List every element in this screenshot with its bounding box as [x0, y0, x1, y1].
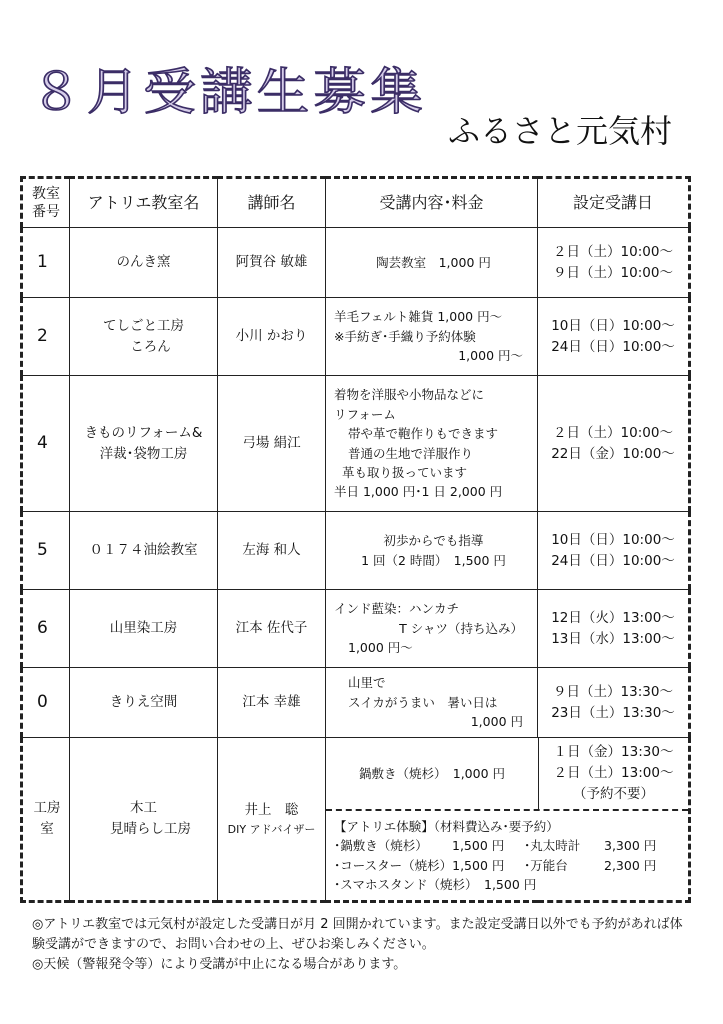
class-content: 初歩からでも指導 1 回（2 時間） 1,500 円 — [326, 512, 538, 590]
atelier-name: 山里染工房 — [70, 590, 218, 668]
class-dates: 10日（日）10:00～ 24日（日）10:00～ — [538, 298, 690, 376]
atelier-name: きりえ空間 — [70, 668, 218, 738]
page-subtitle: ふるさと元気村 — [448, 112, 673, 150]
taiken-item-row: ･スマホスタンド（焼杉） 1,500 円 — [334, 876, 537, 892]
teacher-name: 左海 和人 — [218, 512, 326, 590]
footnotes — [32, 915, 692, 975]
footnote: ◎アトリエ教室では元気村が設定した受講日が月 2 回開かれています。また設定受講日以外でも予約があれば体験受講ができますので、お問い合わせの上、ぜひお楽しみください。 — [32, 917, 683, 953]
class-dates: ２日（土）10:00～ ９日（土）10:00～ — [538, 228, 690, 298]
class-dates: ２日（土）10:00～ 22日（金）10:00～ — [538, 376, 690, 512]
teacher-name: 弓場 絹江 — [218, 376, 326, 512]
class-dates: ９日（土）13:30～ 23日（土）13:30～ — [538, 668, 690, 738]
class-number: 6 — [22, 590, 70, 668]
teacher-name: 江本 幸雄 — [218, 668, 326, 738]
schedule-table — [20, 176, 691, 903]
atelier-name: ０１７４油絵教室 — [70, 512, 218, 590]
teacher-name: 江本 佐代子 — [218, 590, 326, 668]
class-number: 4 — [22, 376, 70, 512]
class-content: インド藍染：ハンカチ T シャツ（持ち込み） 1,000 円～ — [326, 590, 538, 668]
atelier-name: きものリフォーム& 洋裁･袋物工房 — [70, 376, 218, 512]
class-content: 羊毛フェルト雑貨 1,000 円～ ※手紡ぎ･手織り予約体験 1,000 円～ — [326, 298, 538, 376]
table-row — [22, 512, 690, 590]
class-content: 山里で スイカがうまい 暑い日は 1,000 円 — [326, 668, 538, 738]
table-row — [22, 590, 690, 668]
atelier-name: のんき窯 — [70, 228, 218, 298]
teacher-name: 小川 かおり — [218, 298, 326, 376]
atelier-name: 木工 見晴らし工房 — [70, 738, 218, 902]
table-row — [22, 298, 690, 376]
workshop-detail — [326, 738, 690, 902]
table-row — [22, 376, 690, 512]
header-atelier-name: アトリエ教室名 — [70, 178, 218, 228]
class-number: 2 — [22, 298, 70, 376]
class-dates: 12日（火）13:00～ 13日（水）13:00～ — [538, 590, 690, 668]
class-number: 0 — [22, 668, 70, 738]
header-dates: 設定受講日 — [538, 178, 690, 228]
footnote: ◎天候（警報発令等）により受講が中止になる場合があります。 — [32, 957, 407, 973]
class-number: 工房 室 — [22, 738, 70, 902]
table-row — [22, 668, 690, 738]
taiken-item-row: ･コースター（焼杉）1,500 円 ･万能台 2,300 円 — [334, 857, 657, 873]
class-content: 着物を洋服や小物品などに リフォーム 帯や革で鞄作りもできます 普通の生地で洋服作り 革も取り扱っています 半日 1,000 円･1 日 2,000 円 — [326, 376, 538, 512]
taiken-title: 【アトリエ体験】（材料費込み･要予約） — [334, 818, 559, 834]
teacher-name: 阿賀谷 敏雄 — [218, 228, 326, 298]
class-number: 1 — [22, 228, 70, 298]
atelier-name: てしごと工房 ころん — [70, 298, 218, 376]
class-number: 5 — [22, 512, 70, 590]
page-title: ８月受講生募集 — [30, 63, 427, 121]
workshop-content: 鍋敷き（焼杉） 1,000 円 — [326, 738, 539, 809]
class-dates: 10日（日）10:00～ 24日（日）10:00～ — [538, 512, 690, 590]
teacher-name: 井上 聡 DIY アドバイザー — [218, 738, 326, 902]
table-header-row — [22, 178, 690, 228]
table-row-workshop — [22, 738, 690, 902]
taiken-item-row: ･鍋敷き（焼杉） 1,500 円 ･丸太時計 3,300 円 — [334, 838, 657, 854]
header-content: 受講内容･料金 — [326, 178, 538, 228]
header-class-number: 教室 番号 — [22, 178, 70, 228]
workshop-dates: １日（金）13:30～ ２日（土）13:00～ （予約不要） — [553, 744, 674, 802]
teacher-title: DIY アドバイザー — [227, 823, 316, 837]
atelier-taiken — [326, 811, 688, 901]
class-content: 陶芸教室 1,000 円 — [326, 228, 538, 298]
header-teacher: 講師名 — [218, 178, 326, 228]
table-row — [22, 228, 690, 298]
